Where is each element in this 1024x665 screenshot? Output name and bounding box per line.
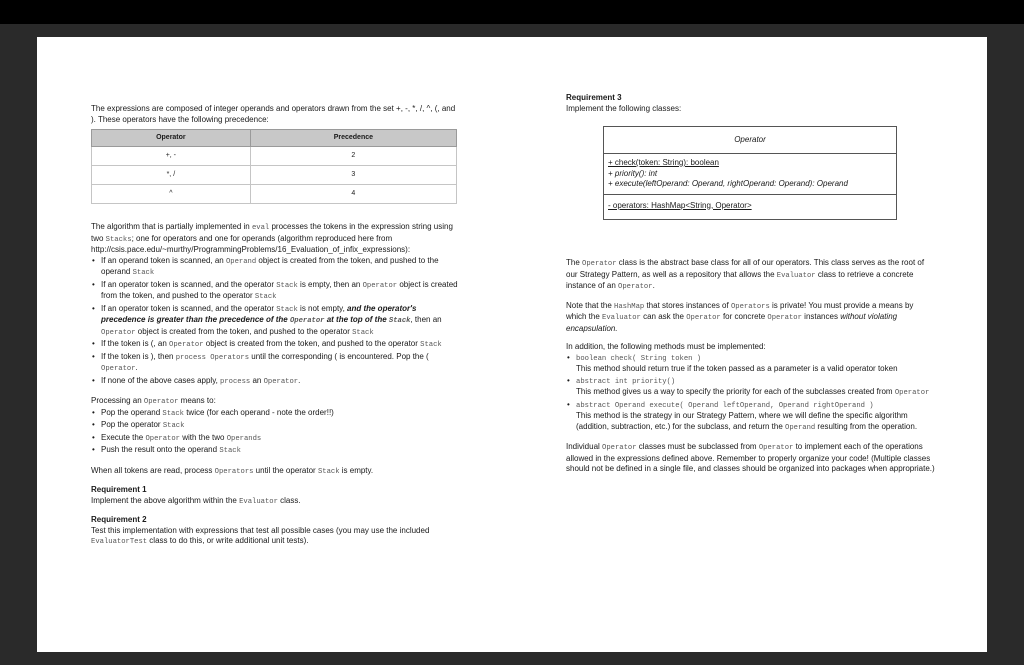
requirement-1-title: Requirement 1 <box>91 485 147 494</box>
uml-class-diagram <box>603 126 897 220</box>
left-column <box>91 104 459 548</box>
list-item <box>576 400 936 434</box>
uml-fields <box>604 195 896 220</box>
table-header-precedence: Precedence <box>250 130 456 147</box>
list-item: • Push the result onto the operand Stack <box>101 445 459 457</box>
table-row <box>92 166 457 185</box>
list-item: • Pop the operator Stack <box>101 420 459 432</box>
encapsulation-note: Note that the HashMap that stores instances of Operators is private! You must provide a means by which the Evaluator can ask the Operator for concrete Operator instances without violating encapsulation. <box>566 300 914 333</box>
top-bar <box>0 0 1024 24</box>
method-signature: boolean check( String token ) <box>576 354 702 363</box>
table-cell: +, - <box>92 147 251 166</box>
uml-field: - operators: HashMap<String, Operator> <box>608 200 752 210</box>
requirement-3-title: Requirement 3 <box>566 93 622 102</box>
list-item: • Pop the operand Stack twice (for each operand - note the order!!) <box>101 408 459 420</box>
final-step-text: When all tokens are read, process Operators until the operator Stack is empty. <box>91 465 374 476</box>
uml-method: + check(token: String): boolean <box>608 158 719 167</box>
requirement-3-subtitle: Implement the following classes: <box>566 103 682 113</box>
list-item: • If an operand token is scanned, an Operand object is created from the token, and pushed to the operand Stack <box>101 256 459 279</box>
document-page <box>37 37 987 652</box>
table-row <box>92 147 457 166</box>
table-cell: ^ <box>92 185 251 204</box>
subclassing-note: Individual Operator classes must be subclassed from Operator to implement each of the operations allowed in the expressions defined above. Remember to properly organize your code! (Multiple classes should not be defined in a single file, and classes should be organized into packages when appropriate.) <box>566 442 935 473</box>
processing-intro: Processing an Operator means to: <box>91 396 216 406</box>
requirement-1-text: Implement the above algorithm within the Evaluator class. <box>91 495 301 506</box>
list-item: • If the token is ), then process Operators until the corresponding ( is encountered. Pop the ( Operator. <box>101 352 459 375</box>
list-item: • If none of the above cases apply, process an Operator. <box>101 376 459 388</box>
algorithm-intro: The algorithm that is partially implemented in eval processes the tokens in the expression string using two Stacks; one for operators and one for operands (algorithm reproduced here from http://csis.pace.edu/~murthy/ProgrammingProblems/16_Evaluation_of_infix_expressions): <box>91 222 453 254</box>
right-column <box>566 93 936 475</box>
method-description: This method should return true if the token passed as a parameter is a valid operator token <box>576 364 898 373</box>
table-header-row <box>92 130 457 147</box>
method-signature: abstract Operand execute( Operand leftOperand, Operand rightOperand ) <box>576 401 874 410</box>
method-description: This method is the strategy in our Strategy Pattern, where we will define the specific algorithm (addition, subtraction, etc.) for the subclass, and return the Operand resulting from the operation. <box>576 411 918 432</box>
uml-class-name: Operator <box>604 127 896 154</box>
list-item <box>576 376 936 399</box>
list-item: • If the token is (, an Operator object is created from the token, and pushed to the operator Stack <box>101 339 459 351</box>
table-header-operator: Operator <box>92 130 251 147</box>
method-signature: abstract int priority() <box>576 377 676 386</box>
methods-intro: In addition, the following methods must be implemented: <box>566 342 766 351</box>
requirement-2-title: Requirement 2 <box>91 515 147 524</box>
table-cell: *, / <box>92 166 251 185</box>
list-item: • If an operator token is scanned, and the operator Stack is empty, then an Operator object is created from the token, and pushed to the operator Stack <box>101 280 459 303</box>
precedence-table <box>91 129 457 204</box>
requirement-2-text: Test this implementation with expressions that test all possible cases (you may use the included EvaluatorTest class to do this, or write additional unit tests). <box>91 525 430 546</box>
uml-method: + execute(leftOperand: Operand, rightOperand: Operand): Operand <box>608 179 848 188</box>
table-cell: 4 <box>250 185 456 204</box>
list-item: • Execute the Operator with the two Operands <box>101 433 459 445</box>
table-cell: 2 <box>250 147 456 166</box>
table-row <box>92 185 457 204</box>
uml-method: + priority(): int <box>608 168 658 178</box>
table-cell: 3 <box>250 166 456 185</box>
processing-steps <box>91 408 459 457</box>
uml-methods <box>604 154 896 195</box>
algorithm-steps <box>91 256 459 388</box>
methods-list <box>566 353 936 434</box>
list-item: • If an operator token is scanned, and the operator Stack is not empty, and the operator's precedence is greater than the precedence of the Operator at the top of the Stack, then an Operator object is created from the token, and pushed to the operator Stack <box>101 304 459 339</box>
intro-text: The expressions are composed of integer operands and operators drawn from the set +, -, *, /, ^, (, and ). These operators have the following precedence: <box>91 104 456 124</box>
list-item <box>576 353 936 375</box>
method-description: This method gives us a way to specify the priority for each of the subclasses created from Operator <box>576 387 930 397</box>
operator-description: The Operator class is the abstract base class for all of our operators. This class serves as the root of our Strategy Pattern, as well as a repository that allows the Evaluator class to retrieve a concrete instance of an Operator. <box>566 258 925 291</box>
